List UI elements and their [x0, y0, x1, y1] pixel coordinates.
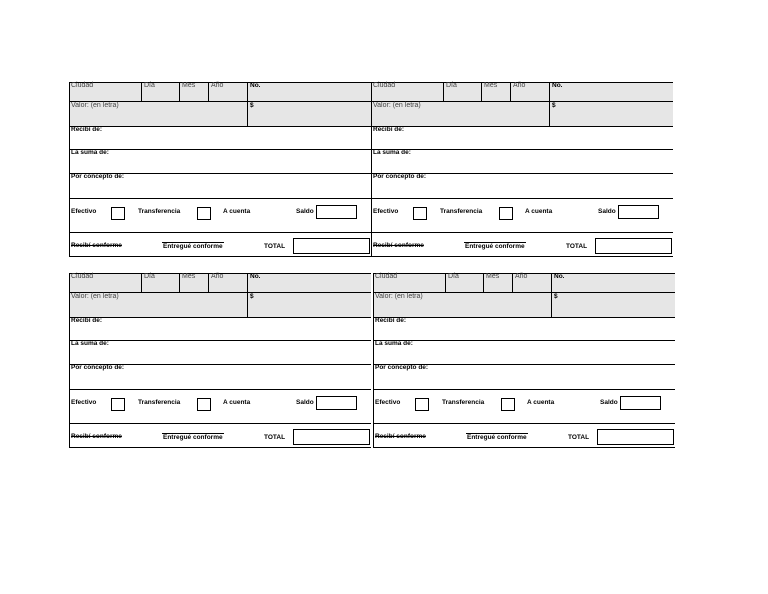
efectivo-label: Efectivo — [375, 399, 401, 406]
transferencia-label: Transferencia — [138, 399, 181, 406]
entregue-conforme-label: Entregué conforme — [163, 243, 223, 250]
efectivo-label: Efectivo — [373, 208, 399, 215]
a-cuenta-label: A cuenta — [223, 399, 251, 406]
saldo-input[interactable] — [620, 396, 661, 410]
anio-label: Año — [515, 273, 528, 280]
numero-label: No. — [554, 273, 565, 280]
dia-label: Día — [144, 82, 155, 89]
a-cuenta-label: A cuenta — [223, 208, 251, 215]
efectivo-label: Efectivo — [71, 208, 97, 215]
la-suma-de-label: La suma de: — [373, 149, 411, 156]
dollar-label: $ — [554, 293, 558, 300]
total-label: TOTAL — [264, 243, 286, 250]
saldo-label: Saldo — [598, 208, 616, 215]
la-suma-de-label: La suma de: — [71, 340, 109, 347]
total-input[interactable] — [597, 429, 674, 445]
saldo-label: Saldo — [296, 208, 314, 215]
transferencia-label: Transferencia — [138, 208, 181, 215]
por-concepto-label: Por concepto de: — [71, 173, 125, 180]
ciudad-label: Ciudad — [71, 82, 94, 89]
anio-label: Año — [211, 273, 224, 280]
efectivo-checkbox[interactable] — [111, 398, 125, 411]
receipt-form — [371, 82, 673, 258]
recibi-conforme-label: Recibí conforme — [71, 242, 122, 249]
por-concepto-label: Por concepto de: — [375, 364, 429, 371]
numero-label: No. — [250, 82, 261, 89]
receipt-form — [69, 273, 371, 449]
mes-label: Mes — [182, 82, 196, 89]
transferencia-checkbox[interactable] — [499, 207, 513, 220]
dollar-label: $ — [250, 293, 254, 300]
transferencia-checkbox[interactable] — [501, 398, 515, 411]
por-concepto-label: Por concepto de: — [71, 364, 125, 371]
saldo-label: Saldo — [296, 399, 314, 406]
saldo-label: Saldo — [600, 399, 618, 406]
a-cuenta-label: A cuenta — [525, 208, 553, 215]
ciudad-label: Ciudad — [71, 273, 94, 280]
saldo-input[interactable] — [618, 205, 659, 219]
dia-label: Día — [144, 273, 155, 280]
efectivo-checkbox[interactable] — [111, 207, 125, 220]
anio-label: Año — [211, 82, 224, 89]
total-input[interactable] — [293, 429, 370, 445]
total-input[interactable] — [595, 238, 672, 254]
anio-label: Año — [513, 82, 526, 89]
recibi-de-label: Recibí de: — [375, 317, 407, 324]
receipt-form — [69, 82, 371, 258]
saldo-input[interactable] — [316, 396, 357, 410]
transferencia-checkbox[interactable] — [197, 207, 211, 220]
transferencia-label: Transferencia — [442, 399, 485, 406]
mes-label: Mes — [486, 273, 500, 280]
ciudad-label: Ciudad — [375, 273, 398, 280]
valor-label: Valor: (en letra) — [375, 293, 423, 300]
recibi-conforme-label: Recibí conforme — [373, 242, 424, 249]
por-concepto-label: Por concepto de: — [373, 173, 427, 180]
receipt-form — [373, 273, 675, 449]
entregue-conforme-label: Entregué conforme — [465, 243, 525, 250]
dollar-label: $ — [552, 102, 556, 109]
dollar-label: $ — [250, 102, 254, 109]
total-label: TOTAL — [264, 434, 286, 441]
recibi-de-label: Recibí de: — [373, 126, 405, 133]
efectivo-checkbox[interactable] — [413, 207, 427, 220]
numero-label: No. — [250, 273, 261, 280]
la-suma-de-label: La suma de: — [375, 340, 413, 347]
dia-label: Día — [446, 82, 457, 89]
recibi-de-label: Recibí de: — [71, 126, 103, 133]
saldo-input[interactable] — [316, 205, 357, 219]
transferencia-checkbox[interactable] — [197, 398, 211, 411]
numero-label: No. — [552, 82, 563, 89]
entregue-conforme-label: Entregué conforme — [467, 434, 527, 441]
total-label: TOTAL — [566, 243, 588, 250]
transferencia-label: Transferencia — [440, 208, 483, 215]
recibi-conforme-label: Recibí conforme — [375, 433, 426, 440]
recibi-de-label: Recibí de: — [71, 317, 103, 324]
efectivo-checkbox[interactable] — [415, 398, 429, 411]
la-suma-de-label: La suma de: — [71, 149, 109, 156]
mes-label: Mes — [484, 82, 498, 89]
efectivo-label: Efectivo — [71, 399, 97, 406]
total-label: TOTAL — [568, 434, 590, 441]
ciudad-label: Ciudad — [373, 82, 396, 89]
dia-label: Día — [448, 273, 459, 280]
valor-label: Valor: (en letra) — [71, 102, 119, 109]
recibi-conforme-label: Recibí conforme — [71, 433, 122, 440]
a-cuenta-label: A cuenta — [527, 399, 555, 406]
total-input[interactable] — [293, 238, 370, 254]
mes-label: Mes — [182, 273, 196, 280]
valor-label: Valor: (en letra) — [373, 102, 421, 109]
entregue-conforme-label: Entregué conforme — [163, 434, 223, 441]
valor-label: Valor: (en letra) — [71, 293, 119, 300]
